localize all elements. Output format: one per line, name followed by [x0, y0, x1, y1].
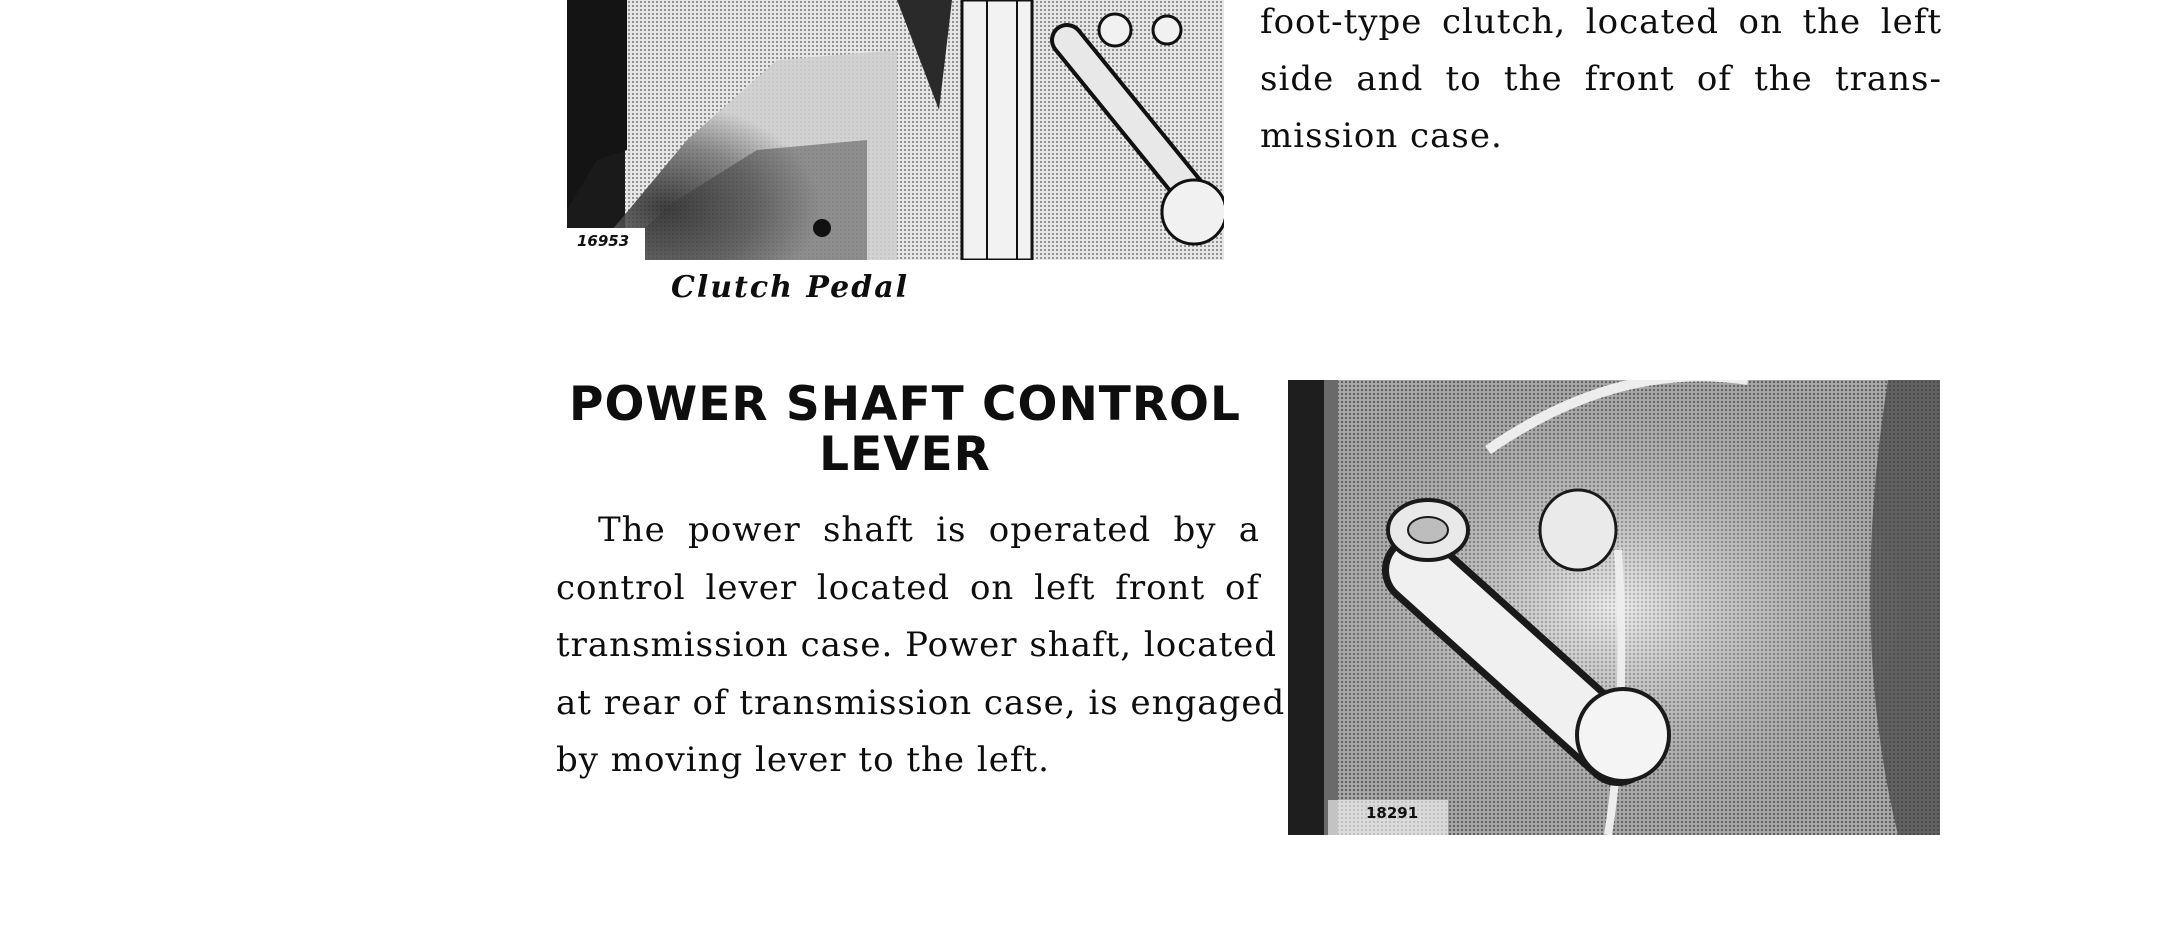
- paragraph-line: control lever located on left front of: [556, 567, 1260, 608]
- clutch-pedal-photo: [567, 0, 1224, 260]
- clutch-paragraph-line: mission case.: [1260, 116, 1503, 156]
- power-shaft-lever-photo: [1288, 380, 1940, 835]
- paragraph-line: at rear of transmission case, is engaged: [556, 682, 1286, 723]
- clutch-figure-number: 16953: [577, 232, 630, 250]
- clutch-pedal-caption: Clutch Pedal: [670, 270, 910, 305]
- section-heading: [560, 377, 1250, 482]
- clutch-paragraph: [1260, 0, 1942, 165]
- paragraph-line: transmission case. Power shaft, located: [556, 625, 1278, 665]
- clutch-paragraph-line: side and to the front of the trans-: [1260, 59, 1942, 99]
- paragraph-line: by moving lever to the left.: [556, 740, 1050, 780]
- lever-figure-number: 18291: [1366, 804, 1419, 822]
- section-heading-line: POWER SHAFT CONTROL: [569, 377, 1241, 432]
- clutch-paragraph-line: foot-type clutch, located on the left: [1260, 2, 1942, 42]
- power-shaft-paragraph: [556, 502, 1286, 790]
- paragraph-line: The power shaft is operated by a: [598, 510, 1260, 550]
- section-heading-line: LEVER: [819, 427, 991, 482]
